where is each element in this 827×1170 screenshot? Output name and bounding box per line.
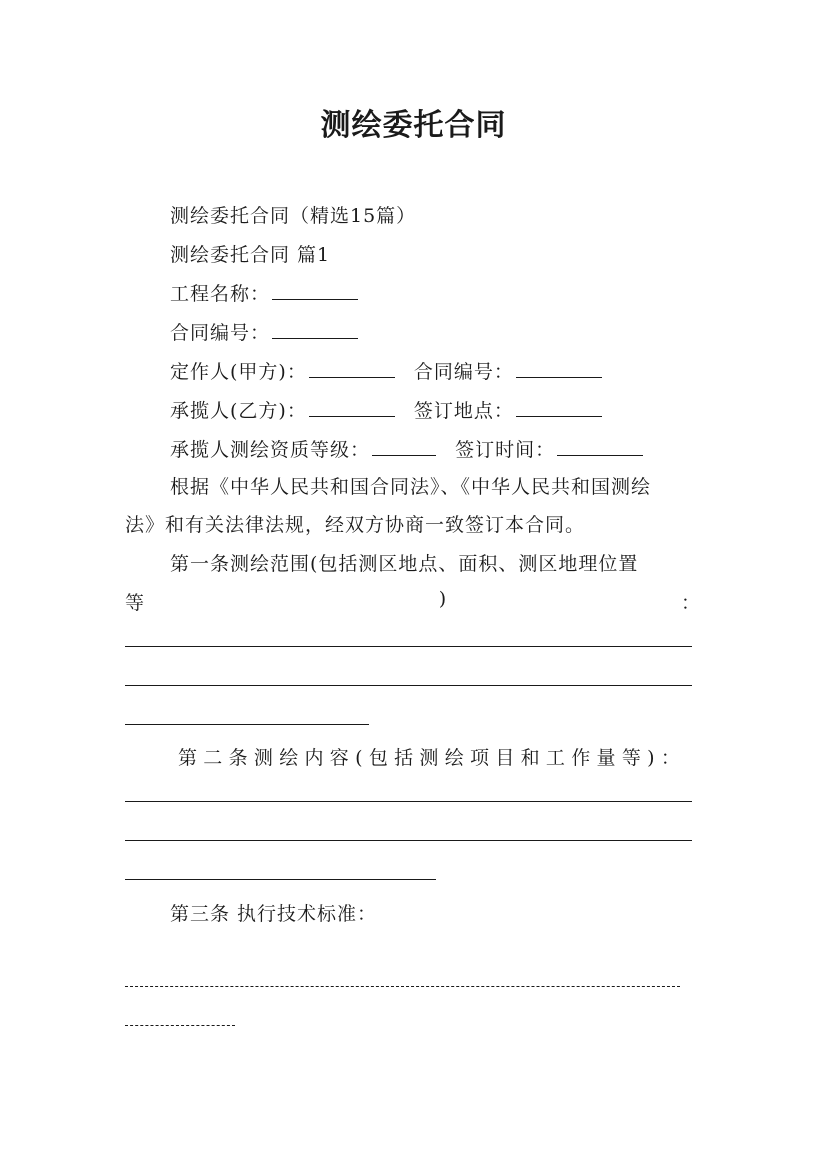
qualification-blank: [372, 435, 436, 456]
contract-no-label: 合同编号：: [170, 322, 271, 344]
project-name-row: [170, 279, 358, 306]
party-a-blank: [309, 357, 395, 378]
sign-time-label: 签订时间：: [455, 439, 556, 461]
article-3-blank-line-2: [125, 1025, 235, 1026]
article-2-blank-line-1: [125, 801, 692, 802]
article-1-blank-line-1: [125, 646, 692, 647]
contract-no-blank: [272, 318, 358, 339]
project-name-blank: [272, 279, 358, 300]
party-a-label: 定作人(甲方)：: [170, 361, 307, 383]
party-a-row: [170, 357, 602, 384]
article-1-part-a: 等: [125, 592, 145, 614]
article-1-line-1: 第一条测绘范围(包括测区地点、面积、测区地理位置: [170, 553, 639, 575]
qualification-row: [170, 435, 643, 462]
document-title: 测绘委托合同: [320, 108, 507, 143]
party-b-row: [170, 396, 602, 423]
article-2-heading: 第二条测绘内容(包括测绘项目和工作量等)：: [178, 747, 687, 769]
article-2-blank-line-3: [125, 879, 436, 880]
section-heading: 测绘委托合同 篇1: [170, 244, 331, 266]
article-1-part-c: ：: [680, 592, 700, 614]
sign-place-label: 签订地点：: [413, 400, 514, 422]
paragraph-1-line-1: 根据《中华人民共和国合同法》、《中华人民共和国测绘: [170, 476, 652, 498]
sign-place-blank: [516, 396, 602, 417]
party-b-label: 承揽人(乙方)：: [170, 400, 307, 422]
project-name-label: 工程名称：: [170, 283, 271, 305]
qualification-label: 承揽人测绘资质等级：: [170, 439, 371, 461]
article-3-heading: 第三条 执行技术标准：: [170, 903, 378, 925]
article-1-blank-line-3: [125, 724, 369, 725]
paragraph-1-line-2: 法》和有关法律法规，经双方协商一致签订本合同。: [125, 514, 586, 536]
party-b-blank: [309, 396, 395, 417]
article-3-blank-line-1: [125, 986, 680, 987]
article-1-line-2: [125, 588, 700, 615]
contract-no-row: [170, 318, 358, 345]
article-1-blank-line-2: [125, 685, 692, 686]
article-2-blank-line-2: [125, 840, 692, 841]
article-1-part-b: ): [438, 588, 447, 610]
sign-time-blank: [557, 435, 643, 456]
subtitle: 测绘委托合同（精选15篇）: [170, 205, 417, 227]
contract-no-label-2: 合同编号：: [413, 361, 514, 383]
contract-no-blank-2: [516, 357, 602, 378]
